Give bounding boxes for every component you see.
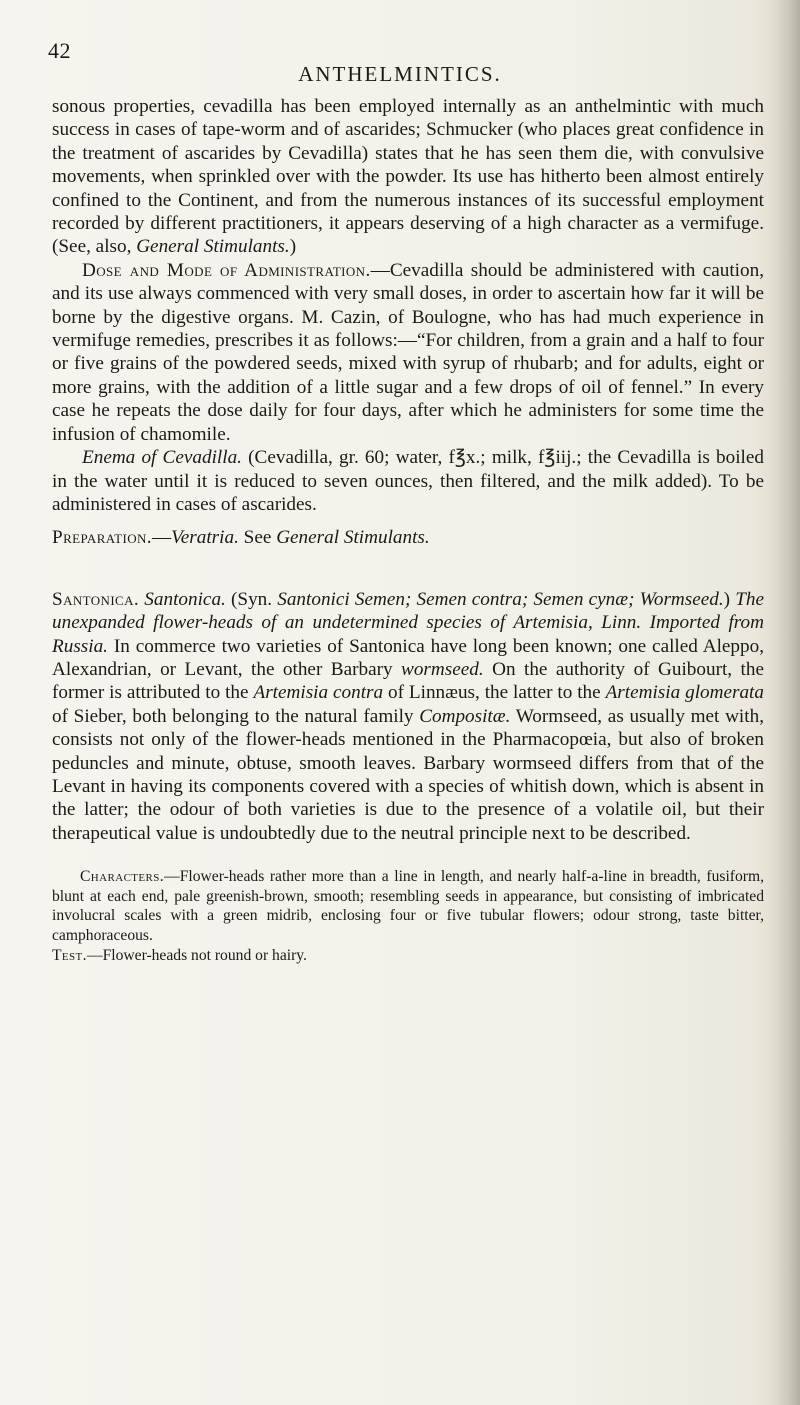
test-paragraph <box>52 946 764 966</box>
body-text <box>52 95 764 965</box>
spacer <box>52 516 764 526</box>
preparation-dash: — <box>151 527 172 549</box>
dose-heading: Dose and Mode of Administration. <box>82 259 371 281</box>
page-edge-shadow <box>770 0 800 1405</box>
santonica-heading-italic: Santonica. <box>144 588 226 610</box>
preparation-item: Veratria. <box>171 527 239 549</box>
characters-paragraph <box>52 867 764 945</box>
santonica-heading: Santonica. <box>52 588 140 610</box>
enema-paragraph <box>52 446 764 516</box>
section-spacer <box>52 550 764 588</box>
page-number: 42 <box>48 38 71 63</box>
characters-label: Characters. <box>80 868 165 886</box>
cevadilla-intro-reference: General Stimulants. <box>136 236 290 258</box>
preparation-see: See <box>238 527 277 549</box>
santonica-italic-1: wormseed. <box>401 658 484 680</box>
test-text: —Flower-heads not round or hairy. <box>86 946 307 964</box>
test-label: Test. <box>52 946 87 964</box>
santonica-text-5: Wormseed, as usually met with, consists not only of the flower-heads mentioned in the Pharmacopœia, but also of broken peduncles and minute, obtuse, smooth leaves. Barbary wormseed differs from that of the Levant in having its components covered with a species of whitish down, which is absent in the latter; the odour of both varieties is due to the presence of a volatile oil, but their therapeutical value is undoubtedly due to the neutral principle next to be described. <box>52 705 764 844</box>
santonica-synonyms: Santonici Semen; Semen contra; Semen cynæ; Wormseed. <box>277 588 724 610</box>
synonym-close: ) <box>723 588 736 610</box>
running-head: ANTHELMINTICS. <box>298 62 502 86</box>
santonica-text-1: In commerce two varieties of Santonica have long been known; one called Aleppo, Alexandrian, or Levant, the other Barbary <box>52 635 764 680</box>
cevadilla-intro-paragraph <box>52 95 764 259</box>
dose-text: —Cevadilla should be administered with caution, and its use always commenced with very small doses, in order to ascertain how far it will be borne by the digestive organs. M. Cazin, of Boulogne, who has had much experience in vermifuge remedies, prescribes it as follows:—“For children, from a grain and a half to four or five grains of the powdered seeds, mixed with syrup of rhubarb; and for adults, eight or more grains, with the addition of a little sugar and a few drops of oil of fennel.” In every case he repeats the dose daily for four days, after which he administers for some time the infusion of chamomile. <box>52 259 764 445</box>
santonica-italic-3: Artemisia glomerata <box>605 682 764 704</box>
santonica-paragraph <box>52 588 764 845</box>
santonica-italic-4: Compositæ. <box>419 705 511 727</box>
preparation-heading: Preparation. <box>52 527 152 549</box>
preparation-paragraph <box>52 526 764 549</box>
synonym-open: (Syn. <box>225 588 278 610</box>
santonica-text-4: of Sieber, both belonging to the natural family <box>52 705 420 727</box>
dose-paragraph <box>52 259 764 446</box>
cevadilla-intro-text: sonous properties, cevadilla has been employed internally as an anthelmintic with much success in cases of tape-worm and of ascarides; Schmucker (who places great confidence in the treatment of ascarides by Cevadilla) states that he has seen them die, with convulsive movements, when sprinkled over with the powder. Its use has hitherto been almost entirely confined to the Continent, and from the numerous instances of its successful employment recorded by different practitioners, it appears deserving of a high character as a vermifuge. (See, also, <box>52 96 764 258</box>
enema-heading: Enema of Cevadilla. <box>82 447 242 469</box>
santonica-text-3: of Linnæus, the latter to the <box>383 682 606 704</box>
santonica-definition: The unexpanded flower-heads of an undetermined species of Artemisia, Linn. Imported from Russia. <box>52 588 765 657</box>
characters-block <box>52 867 764 965</box>
preparation-reference: General Stimulants. <box>276 527 430 549</box>
enema-text: (Cevadilla, gr. 60; water, f℥x.; milk, f℥iij.; the Cevadilla is boiled in the water until it is reduced to seven ounces, then filtered, and the milk added). To be administered in cases of ascarides. <box>52 447 764 515</box>
characters-text: —Flower-heads rather more than a line in length, and nearly half-a-line in breadth, fusiform, blunt at each end, pale greenish-brown, smooth; resembling seeds in appearance, but consisting of imbricated involucral scales with a green midrib, enclosing four or five tubular flowers; odour strong, taste bitter, camphoraceous. <box>52 868 764 944</box>
cevadilla-intro-end: ) <box>289 236 297 258</box>
santonica-italic-2: Artemisia contra <box>253 682 384 704</box>
santonica-text-2: On the authority of Guibourt, the former is attributed to the <box>52 658 764 704</box>
